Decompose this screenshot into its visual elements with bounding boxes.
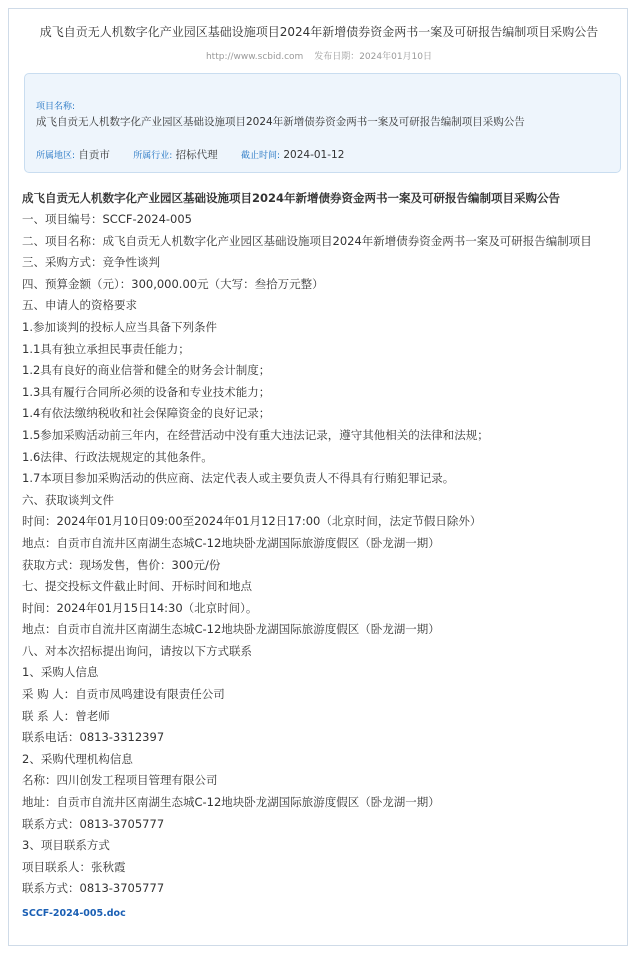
body-line: 项目联系人：张秋霞 [22, 859, 126, 874]
deadline-label: 截止时间: [240, 151, 281, 161]
body-line: 1.7本项目参加采购活动的供应商、法定代表人或主要负责人不得具有行贿犯罪记录。 [22, 471, 455, 486]
body-line: 3、项目联系方式 [22, 838, 110, 853]
attachment-link[interactable]: SCCF-2024-005.doc [22, 908, 126, 919]
body-line: 1.3具有履行合同所必须的设备和专业技术能力； [22, 384, 271, 399]
deadline-value: 2024-01-12 [283, 149, 345, 161]
page-title: 成飞自贡无人机数字化产业园区基础设施项目2024年新增债券资金两书一案及可研报告编制项目采购公告 [39, 25, 599, 39]
body-line: 2、采购代理机构信息 [22, 751, 133, 766]
publish-date-value: 2024年01月10日 [359, 52, 433, 62]
project-info-box [24, 73, 621, 173]
body-line: 联系方式：0813-3705777 [22, 881, 165, 896]
project-name-label: 项目名称: [36, 102, 76, 112]
announcement-body [22, 187, 622, 900]
body-line: 1.参加谈判的投标人应当具备下列条件 [22, 319, 217, 334]
body-line: 六、获取谈判文件 [22, 492, 114, 507]
region-label: 所属地区: [36, 151, 76, 161]
announcement-page [8, 8, 628, 946]
publish-date [314, 52, 432, 62]
body-line: 1.4有依法缴纳税收和社会保障资金的良好记录； [22, 406, 271, 421]
body-line: 一、项目编号：SCCF-2024-005 [22, 212, 192, 226]
document-title: 成飞自贡无人机数字化产业园区基础设施项目2024年新增债券资金两书一案及可研报告编制项目采购公告 [22, 191, 561, 205]
body-line: 地点：自贡市自流井区南湖生态城C-12地块卧龙湖国际旅游度假区（卧龙湖一期） [22, 535, 440, 550]
body-line: 八、对本次招标提出询问，请按以下方式联系 [22, 643, 252, 658]
project-attributes [36, 147, 364, 162]
body-line: 联系电话：0813-3312397 [22, 730, 165, 745]
body-line: 采 购 人：自贡市凤鸣建设有限责任公司 [22, 687, 225, 702]
body-line: 1.5参加采购活动前三年内，在经营活动中没有重大违法记录，遵守其他相关的法律和法规； [22, 427, 489, 442]
body-line: 获取方式：现场发售，售价：300元/份 [22, 557, 221, 572]
body-line: 地点：自贡市自流井区南湖生态城C-12地块卧龙湖国际旅游度假区（卧龙湖一期） [22, 622, 440, 637]
industry-value: 招标代理 [175, 149, 218, 161]
body-line: 五、申请人的资格要求 [22, 298, 137, 313]
body-line: 1.6法律、行政法规规定的其他条件。 [22, 449, 213, 464]
body-line: 名称：四川创发工程项目管理有限公司 [22, 773, 218, 788]
body-line: 1、采购人信息 [22, 665, 99, 680]
body-line: 时间：2024年01月10日09:00至2024年01月12日17:00（北京时间，法定节假日除外） [22, 514, 482, 529]
body-line: 时间：2024年01月15日14:30（北京时间）。 [22, 600, 258, 615]
source-url[interactable]: http://www.scbid.com [205, 52, 304, 62]
body-lines [22, 209, 622, 900]
body-line: 1.2具有良好的商业信誉和健全的财务会计制度； [22, 363, 271, 378]
body-line: 联系方式：0813-3705777 [22, 816, 165, 831]
body-line: 地址：自贡市自流井区南湖生态城C-12地块卧龙湖国际旅游度假区（卧龙湖一期） [22, 795, 440, 810]
body-line: 三、采购方式：竞争性谈判 [22, 255, 160, 270]
body-line: 1.1具有独立承担民事责任能力； [22, 341, 190, 356]
body-line: 联 系 人：曾老师 [22, 708, 110, 723]
project-name: 成飞自贡无人机数字化产业园区基础设施项目2024年新增债券资金两书一案及可研报告编制项目采购公告 [36, 116, 525, 128]
body-line: 四、预算金额（元）：300,000.00元（大写：叁拾万元整） [22, 276, 324, 291]
body-line: 二、项目名称：成飞自贡无人机数字化产业园区基础设施项目2024年新增债券资金两书一案及可研报告编制项目 [22, 233, 592, 248]
publish-date-label: 发布日期： [314, 52, 360, 62]
region-value: 自贡市 [78, 149, 110, 161]
industry-label: 所属行业: [133, 151, 173, 161]
page-meta [9, 49, 629, 62]
body-line: 七、提交投标文件截止时间、开标时间和地点 [22, 579, 252, 594]
